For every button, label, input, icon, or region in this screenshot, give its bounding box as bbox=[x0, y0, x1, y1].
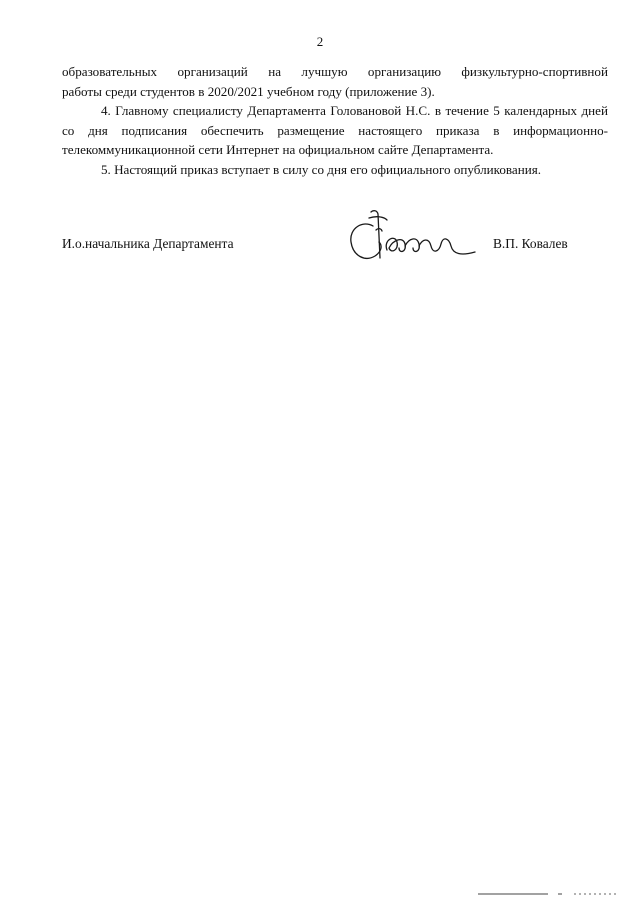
paragraph-continuation bbox=[62, 62, 608, 101]
footer-scan-rule bbox=[478, 892, 618, 896]
signatory-name: В.П. Ковалев bbox=[493, 236, 568, 251]
page-number: 2 bbox=[316, 34, 324, 49]
continuation-line-1: образовательных организаций на лучшую организацию физкультурно-спортивной bbox=[62, 64, 608, 79]
handwritten-signature bbox=[343, 206, 483, 270]
signatory-role: И.о.начальника Департамента bbox=[62, 236, 234, 251]
paragraph-item-5: 5. Настоящий приказ вступает в силу со дня его официального опубликования. bbox=[101, 161, 542, 177]
paragraph-item-4: 4. Главному специалисту Департамента Головановой Н.С. в течение 5 календарных дней со дня подписания обеспечить размещение настоящего приказа в информационно-телекоммуникационной сети Интернет на официальном сайте Департамента. bbox=[62, 103, 608, 157]
continuation-line-2: работы среди студентов в 2020/2021 учебном году (приложение 3). bbox=[62, 83, 435, 99]
document-body bbox=[62, 62, 608, 179]
